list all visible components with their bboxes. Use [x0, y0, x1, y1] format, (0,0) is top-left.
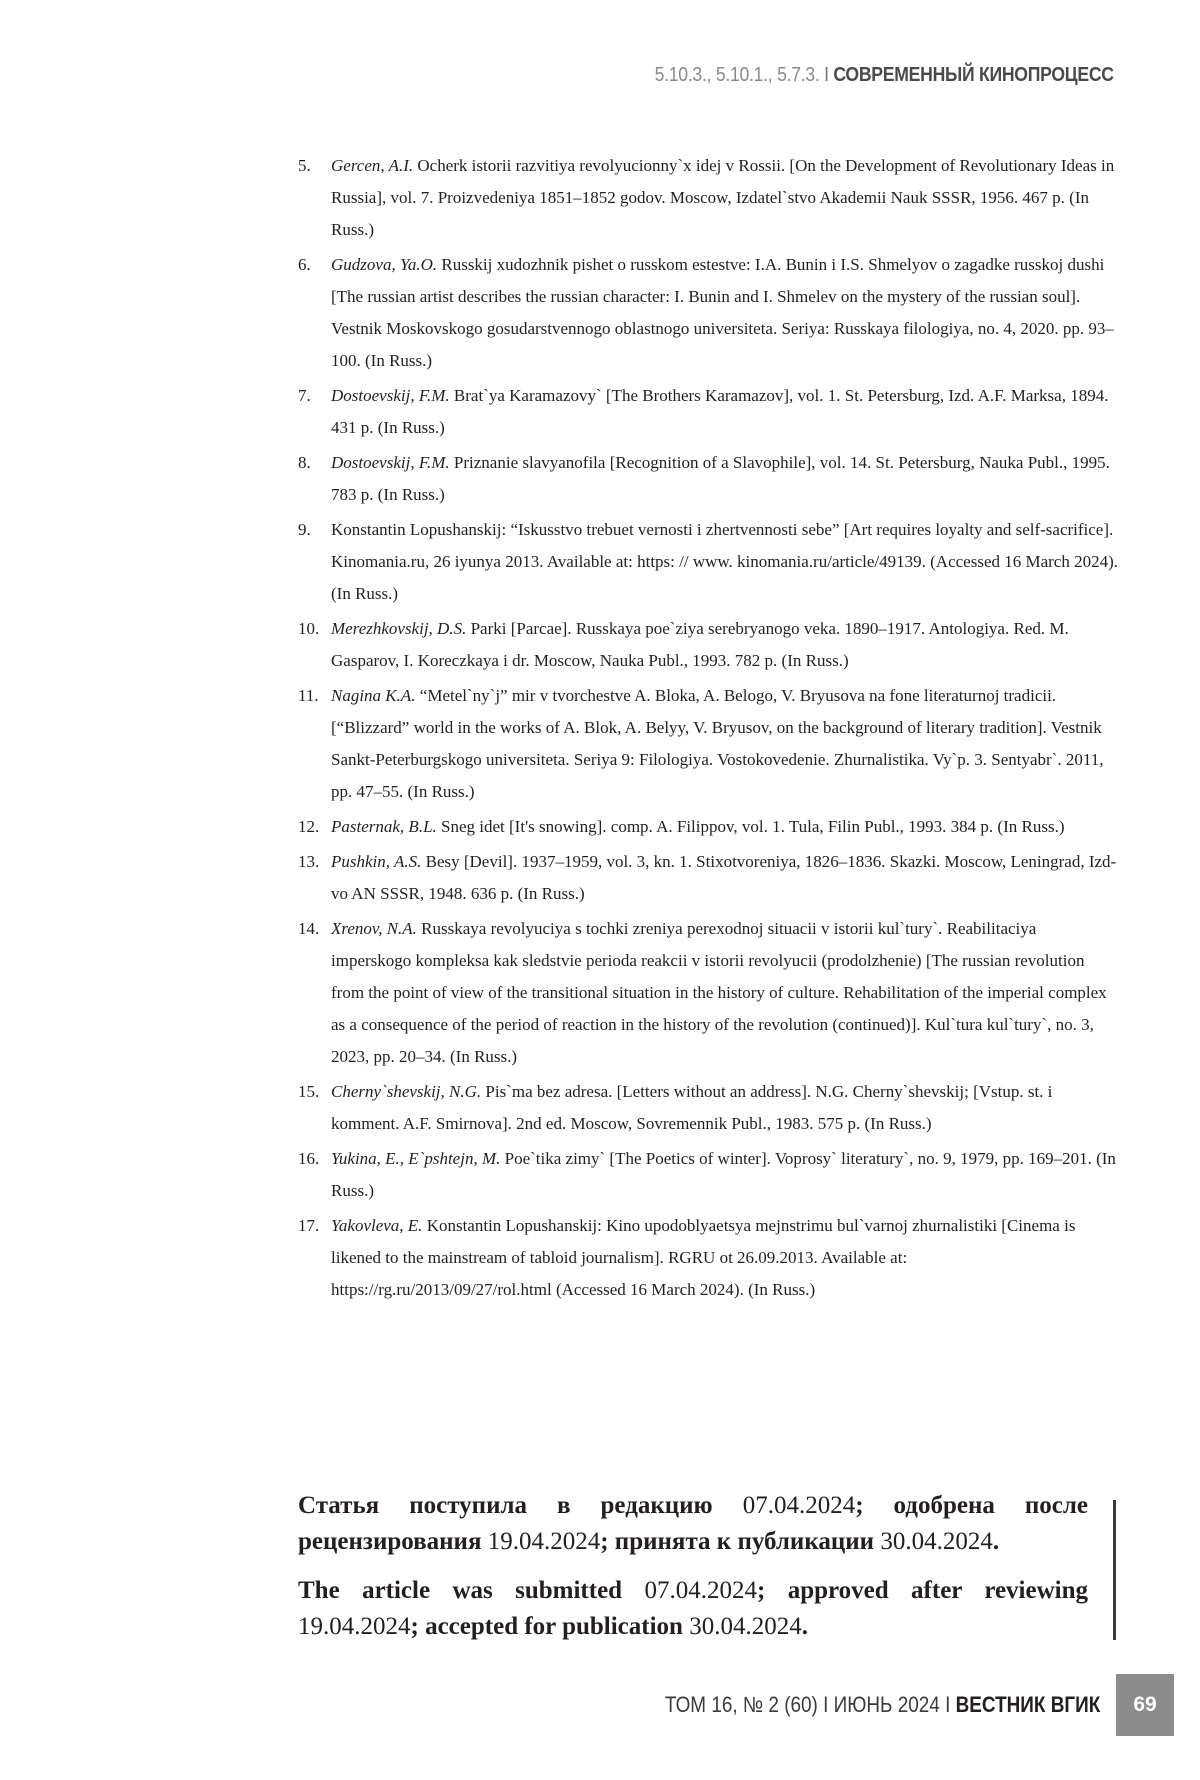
- reference-author: Yukina, E., E`pshtejn, M.: [331, 1149, 501, 1168]
- running-header: [655, 64, 1114, 87]
- header-section: СОВРЕМЕННЫЙ КИНОПРОЦЕСС: [833, 64, 1114, 86]
- dates-en-text-3: ; accepted for publication: [410, 1613, 690, 1640]
- reference-text: Brat`ya Karamazovy` [The Brothers Karamazov], vol. 1. St. Petersburg, Izd. A.F. Marksa, 1894. 431 p. (In Russ.): [331, 386, 1109, 437]
- date-reviewed-ru: 19.04.2024: [487, 1528, 601, 1555]
- footer-date: ИЮНЬ 2024: [833, 1692, 940, 1717]
- reference-number: 14.: [298, 919, 320, 938]
- reference-number: 12.: [298, 817, 320, 836]
- dates-divider-line: [1113, 1500, 1116, 1640]
- reference-number: 15.: [298, 1082, 320, 1101]
- reference-list: [298, 150, 1118, 1309]
- reference-number: 16.: [298, 1149, 320, 1168]
- reference-number: 10.: [298, 619, 320, 638]
- reference-number: 9.: [298, 520, 311, 539]
- reference-number: 11.: [298, 686, 319, 705]
- reference-author: Pushkin, A.S.: [331, 852, 422, 871]
- footer-separator-1: I: [822, 1692, 829, 1717]
- dates-en-text-1: The article was submitted: [298, 1577, 645, 1604]
- reference-item: [298, 447, 1118, 511]
- reference-text: Poe`tika zimy` [The Poetics of winter]. Voprosy` literatury`, no. 9, 1979, pp. 169–201. (In Russ.): [331, 1149, 1116, 1200]
- reference-text: Besy [Devil]. 1937–1959, vol. 3, kn. 1. Stixotvoreniya, 1826–1836. Skazki. Moscow, Leningrad, Izd-vo AN SSSR, 1948. 636 p. (In Russ.): [331, 852, 1117, 903]
- footer-separator-2: I: [944, 1692, 951, 1717]
- reference-author: Pasternak, B.L.: [331, 817, 437, 836]
- reference-number: 5.: [298, 156, 311, 175]
- dates-ru-text-1: Статья поступила в редакцию: [298, 1492, 743, 1519]
- reference-item: [298, 1143, 1118, 1207]
- date-reviewed-en: 19.04.2024: [298, 1613, 411, 1640]
- reference-number: 8.: [298, 453, 311, 472]
- reference-text: Konstantin Lopushanskij: Kino upodoblyaetsya mejnstrimu bul`varnoj zhurnalistiki [Cinema is likened to the mainstream of tabloid journalism]. RGRU ot 26.09.2013. Available at: https://rg.ru/2013/09/27/rol.html (Accessed 16 March 2024). (In Russ.): [331, 1216, 1076, 1299]
- reference-item: [298, 380, 1118, 444]
- reference-number: 13.: [298, 852, 320, 871]
- reference-item: [298, 1210, 1118, 1306]
- reference-item: [298, 913, 1118, 1073]
- reference-item: [298, 249, 1118, 377]
- dates-en-text-2: ; approved after reviewing: [756, 1577, 1089, 1604]
- date-submitted-en: 07.04.2024: [644, 1577, 757, 1604]
- reference-item: [298, 811, 1118, 843]
- reference-item: [298, 150, 1118, 246]
- reference-text: Konstantin Lopushanskij: “Iskusstvo trebuet vernosti i zhertvennosti sebe” [Art requires loyalty and self-sacrifice]. Kinomania.ru, 26 iyunya 2013. Available at: https: // www. kinomania.ru/article/49139. (Accessed 16 March 2024). (In Russ.): [331, 520, 1119, 603]
- dates-ru-text-4: .: [992, 1528, 1000, 1555]
- reference-text: Russkaya revolyuciya s tochki zreniya perexodnoj situacii v istorii kul`tury`. Reabilitaciya imperskogo kompleksa kak sledstvie perioda reakcii v istorii revolyucii (prodolzhenie) [The russian revolution from the point of view of the transitional situation in the history of culture. Rehabilitation of the imperial complex as a consequence of the period of reaction in the history of the revolution (continued)]. Kul`tura kul`tury`, no. 3, 2023, pp. 20–34. (In Russ.): [331, 919, 1107, 1066]
- reference-item: [298, 613, 1118, 677]
- reference-item: [298, 846, 1118, 910]
- reference-text: Russkij xudozhnik pishet o russkom estestve: I.A. Bunin i I.S. Shmelyov o zagadke russkoj dushi [The russian artist describes the russian character: I. Bunin and I. Shmelev on the mystery of the russian soul]. Vestnik Moskovskogo gosudarstvennogo oblastnogo universiteta. Seriya: Russkaya filologiya, no. 4, 2020. pp. 93–100. (In Russ.): [331, 255, 1114, 370]
- dates-ru-text-3: ; принята к публикации: [600, 1528, 881, 1555]
- header-codes: 5.10.3., 5.10.1., 5.7.3.: [654, 64, 820, 86]
- reference-author: Yakovleva, E.: [331, 1216, 423, 1235]
- footer-issue: ТОМ 16, № 2 (60): [664, 1692, 818, 1717]
- date-submitted-ru: 07.04.2024: [742, 1492, 856, 1519]
- reference-author: Dostoevskij, F.M.: [331, 453, 450, 472]
- date-accepted-ru: 30.04.2024: [880, 1528, 993, 1555]
- reference-text: Sneg idet [It's snowing]. comp. A. Filippov, vol. 1. Tula, Filin Publ., 1993. 384 p. (In Russ.): [436, 817, 1065, 836]
- date-accepted-en: 30.04.2024: [689, 1613, 802, 1640]
- reference-text: “Metel`ny`j” mir v tvorchestve A. Bloka, A. Belogo, V. Bryusova na fone literaturnoj tradicii. [“Blizzard” world in the works of A. Blok, A. Belyy, V. Bryusov, on the background of literary tradition]. Vestnik Sankt-Peterburgskogo universiteta. Seriya 9: Filologiya. Vostokovedenie. Zhurnalistika. Vy`p. 3. Sentyabr`. 2011, pp. 47–55. (In Russ.): [331, 686, 1104, 801]
- reference-item: [298, 1076, 1118, 1140]
- reference-text: Pis`ma bez adresa. [Letters without an address]. N.G. Cherny`shevskij; [Vstup. st. i komment. A.F. Smirnova]. 2nd ed. Moscow, Sovremennik Publ., 1983. 575 p. (In Russ.): [331, 1082, 1053, 1133]
- dates-english: [298, 1573, 1088, 1645]
- running-footer: [665, 1692, 1100, 1718]
- reference-author: Dostoevskij, F.M.: [331, 386, 450, 405]
- dates-en-text-4: .: [801, 1613, 808, 1640]
- dates-russian: [298, 1488, 1088, 1560]
- page-number: 69: [1116, 1674, 1174, 1736]
- header-separator: I: [824, 64, 830, 86]
- reference-number: 17.: [298, 1216, 320, 1235]
- reference-author: Merezhkovskij, D.S.: [331, 619, 467, 638]
- reference-number: 6.: [298, 255, 311, 274]
- reference-text: Priznanie slavyanofila [Recognition of a Slavophile], vol. 14. St. Petersburg, Nauka Publ., 1995. 783 p. (In Russ.): [331, 453, 1110, 504]
- footer-journal: ВЕСТНИК ВГИК: [955, 1692, 1100, 1717]
- reference-author: Nagina K.A.: [331, 686, 416, 705]
- reference-text: Parki [Parcae]. Russkaya poe`ziya serebryanogo veka. 1890–1917. Antologiya. Red. M. Gasparov, I. Koreczkaya i dr. Moscow, Nauka Publ., 1993. 782 p. (In Russ.): [331, 619, 1069, 670]
- dates-ru-text-2: ; одобрена после рецензирования: [298, 1492, 1089, 1555]
- reference-text: Ocherk istorii razvitiya revolyucionny`x idej v Rossii. [On the Development of Revolutionary Ideas in Russia], vol. 7. Proizvedeniya 1851–1852 godov. Moscow, Izdatel`stvo Akademii Nauk SSSR, 1956. 467 p. (In Russ.): [331, 156, 1115, 239]
- reference-item: [298, 514, 1118, 610]
- reference-author: Xrenov, N.A.: [331, 919, 417, 938]
- reference-author: Gercen, A.I.: [331, 156, 414, 175]
- reference-item: [298, 680, 1118, 808]
- article-dates: [298, 1488, 1088, 1658]
- reference-author: Gudzova, Ya.O.: [331, 255, 438, 274]
- reference-author: Cherny`shevskij, N.G.: [331, 1082, 482, 1101]
- reference-number: 7.: [298, 386, 311, 405]
